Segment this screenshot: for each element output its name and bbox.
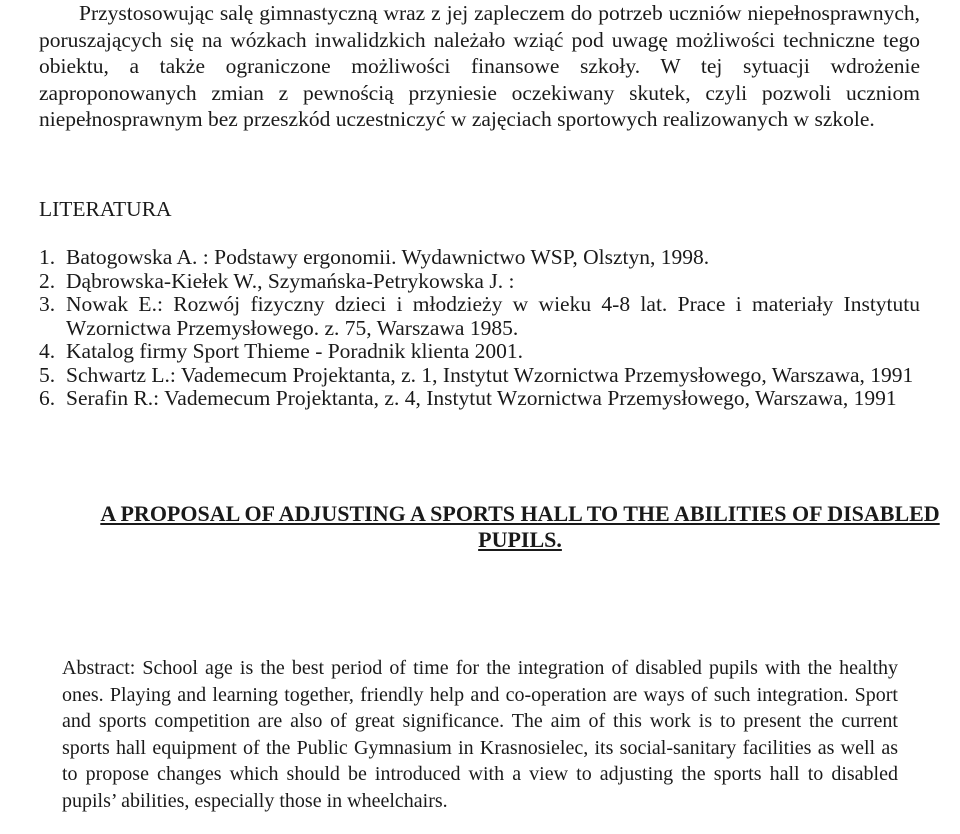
reference-text: Serafin R.: Vademecum Projektanta, z. 4, Instytut Wzornictwa Przemysłowego, Warszawa, 1991	[66, 386, 897, 410]
reference-text: Nowak E.: Rozwój fizyczny dzieci i młodzieży w wieku 4-8 lat. Prace i materiały Instytutu Wzornictwa Przemysłowego. z. 75, Warszawa 1985.	[66, 292, 920, 340]
reference-number: 3.	[39, 292, 56, 316]
reference-number: 6.	[39, 386, 56, 410]
reference-number: 1.	[39, 245, 56, 269]
reference-list	[39, 246, 920, 411]
reference-text: Schwartz L.: Vademecum Projektanta, z. 1, Instytut Wzornictwa Przemysłowego, Warszawa, 1991	[66, 362, 914, 387]
reference-item	[39, 340, 920, 364]
reference-item	[39, 270, 920, 294]
reference-item	[39, 387, 920, 411]
reference-text: Katalog firmy Sport Thieme - Poradnik klienta 2001.	[66, 339, 523, 363]
literature-heading: LITERATURA	[39, 197, 172, 221]
reference-item	[39, 246, 920, 270]
intro-paragraph: Przystosowując salę gimnastyczną wraz z jej zapleczem do potrzeb uczniów niepełnosprawnych, poruszających się na wózkach inwalidzkich należało wziąć pod uwagę możliwości techniczne tego obiektu, a także ograniczone możliwości finansowe szkoły. W tej sytuacji wdrożenie zaproponowanych zmian z pewnością przyniesie oczekiwany skutek, czyli pozwoli uczniom niepełnosprawnym bez przeszkód uczestniczyć w zajęciach sportowych realizowanych w szkole.	[39, 1, 920, 131]
english-title: A PROPOSAL OF ADJUSTING A SPORTS HALL TO THE ABILITIES OF DISABLED PUPILS.	[100, 501, 940, 552]
reference-item	[39, 293, 920, 340]
reference-text: Batogowska A. : Podstawy ergonomii. Wydawnictwo WSP, Olsztyn, 1998.	[66, 245, 710, 269]
reference-number: 5.	[39, 362, 56, 387]
reference-number: 2.	[39, 268, 56, 293]
reference-number: 4.	[39, 339, 56, 363]
reference-text: Dąbrowska-Kiełek W., Szymańska-Petrykowska J. :	[66, 268, 515, 293]
reference-item	[39, 364, 920, 388]
abstract-paragraph: Abstract: School age is the best period of time for the integration of disabled pupils with the healthy ones. Playing and learning together, friendly help and co-operation are ways of such integration. Sport and sports competition are also of great significance. The aim of this work is to present the current sports hall equipment of the Public Gymnasium in Krasnosielec, its social-sanitary facilities as well as to propose changes which should be introduced with a view to adjusting the sports hall to disabled pupils’ abilities, especially those in wheelchairs.	[62, 657, 898, 812]
